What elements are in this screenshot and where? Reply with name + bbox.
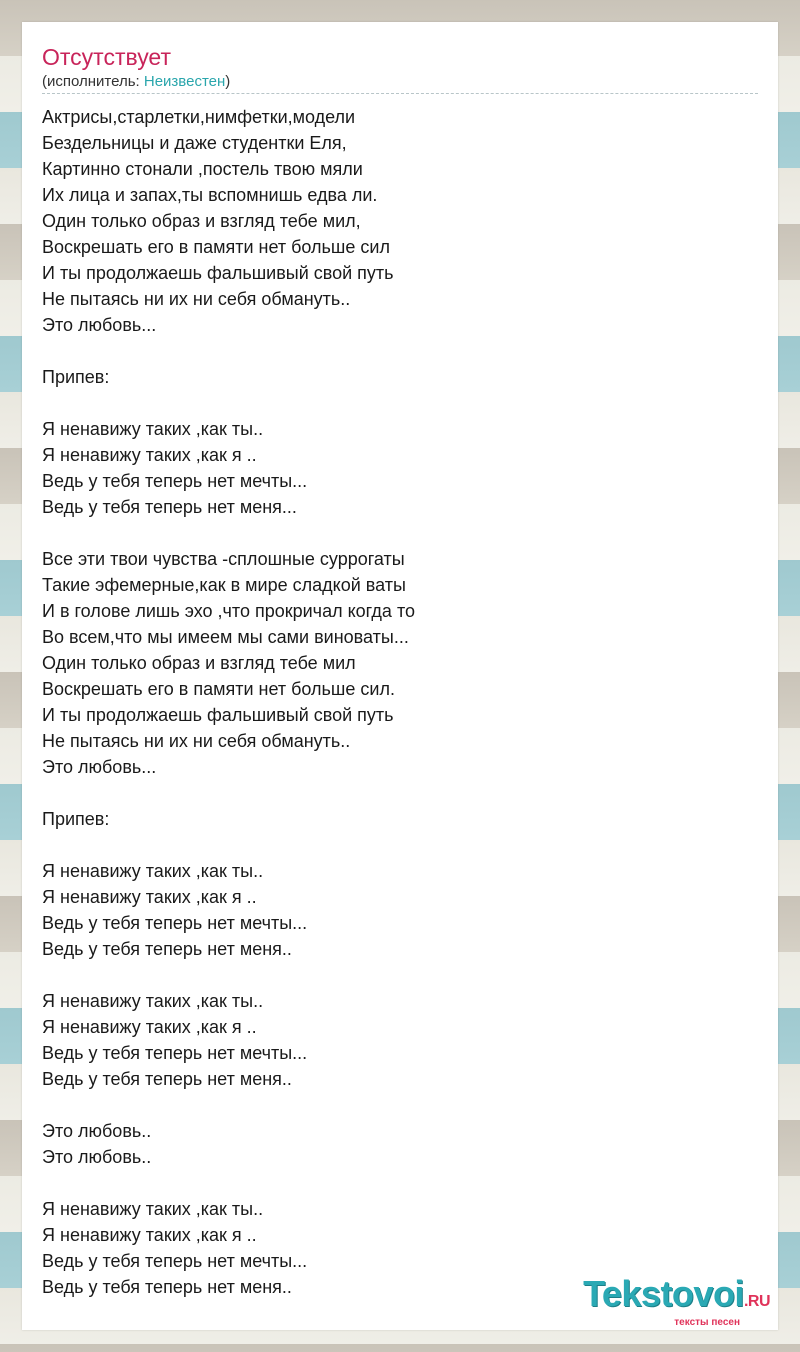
lyric-line: Бездельницы и даже студентки Еля,: [42, 133, 347, 153]
site-logo[interactable]: [583, 1275, 770, 1328]
title-divider: [42, 93, 758, 94]
lyric-line: Ведь у тебя теперь нет мечты...: [42, 913, 308, 933]
lyric-line: Не пытаясь ни их ни себя обмануть..: [42, 731, 351, 751]
lyric-line: Я ненавижу таких ,как ты..: [42, 861, 264, 881]
lyric-line: Ведь у тебя теперь нет мечты...: [42, 471, 308, 491]
lyric-line: И в голове лишь эхо ,что прокричал когда то: [42, 601, 415, 621]
artist-suffix: ): [225, 73, 231, 90]
lyric-line: Припев:: [42, 809, 110, 829]
lyric-line: Не пытаясь ни их ни себя обмануть..: [42, 289, 351, 309]
lyric-line: Я ненавижу таких ,как ты..: [42, 991, 264, 1011]
lyric-line: Во всем,что мы имеем мы сами виноваты...: [42, 627, 409, 647]
lyric-line: Картинно стонали ,постель твою мяли: [42, 159, 363, 179]
lyric-line: Это любовь..: [42, 1121, 152, 1141]
artist-prefix: (исполнитель:: [42, 73, 144, 90]
artist-link[interactable]: Неизвестен: [143, 73, 226, 90]
lyric-line: Ведь у тебя теперь нет меня...: [42, 497, 297, 517]
lyric-line: [42, 780, 758, 806]
lyric-line: Один только образ и взгляд тебе мил,: [42, 211, 361, 231]
lyrics-card: [22, 22, 778, 1330]
lyric-line: Я ненавижу таких ,как я ..: [42, 1225, 257, 1245]
lyric-line: Припев:: [42, 367, 110, 387]
lyric-line: Я ненавижу таких ,как я ..: [42, 445, 257, 465]
lyric-line: [42, 962, 758, 988]
lyric-line: Ведь у тебя теперь нет мечты...: [42, 1043, 308, 1063]
artist-line: [42, 72, 230, 92]
lyric-line: И ты продолжаешь фальшивый свой путь: [42, 705, 394, 725]
lyric-line: Все эти твои чувства -сплошные суррогаты: [42, 549, 405, 569]
lyric-line: Я ненавижу таких ,как я ..: [42, 887, 257, 907]
lyric-line: [42, 390, 758, 416]
lyric-line: Это любовь..: [42, 1147, 152, 1167]
song-title: Отсутствует: [42, 44, 171, 70]
lyric-line: [42, 1170, 758, 1196]
lyric-line: И ты продолжаешь фальшивый свой путь: [42, 263, 394, 283]
lyrics-text: [42, 104, 758, 1300]
lyric-line: [42, 338, 758, 364]
lyric-line: Я ненавижу таких ,как ты..: [42, 419, 264, 439]
lyric-line: Один только образ и взгляд тебе мил: [42, 653, 356, 673]
lyric-line: Воскрешать его в памяти нет больше сил: [42, 237, 390, 257]
logo-wordmark: [583, 1275, 770, 1321]
lyric-line: Их лица и запах,ты вспомнишь едва ли.: [42, 185, 378, 205]
lyric-line: [42, 520, 758, 546]
lyric-line: Я ненавижу таких ,как я ..: [42, 1017, 257, 1037]
logo-tld: .RU: [743, 1293, 770, 1310]
lyric-line: Ведь у тебя теперь нет мечты...: [42, 1251, 308, 1271]
lyric-line: [42, 1092, 758, 1118]
lyric-line: Я ненавижу таких ,как ты..: [42, 1199, 264, 1219]
lyric-line: Актрисы,старлетки,нимфетки,модели: [42, 107, 356, 127]
lyric-line: Воскрешать его в памяти нет больше сил.: [42, 679, 395, 699]
lyric-line: Это любовь...: [42, 315, 157, 335]
logo-tagline: тексты песен: [674, 1317, 740, 1328]
lyric-line: Ведь у тебя теперь нет меня..: [42, 939, 292, 959]
lyric-line: [42, 832, 758, 858]
lyric-line: Ведь у тебя теперь нет меня..: [42, 1069, 292, 1089]
lyric-line: Ведь у тебя теперь нет меня..: [42, 1277, 292, 1297]
lyric-line: Такие эфемерные,как в мире сладкой ваты: [42, 575, 406, 595]
lyric-line: Это любовь...: [42, 757, 157, 777]
logo-main-text: Tekstovoi: [583, 1273, 744, 1314]
